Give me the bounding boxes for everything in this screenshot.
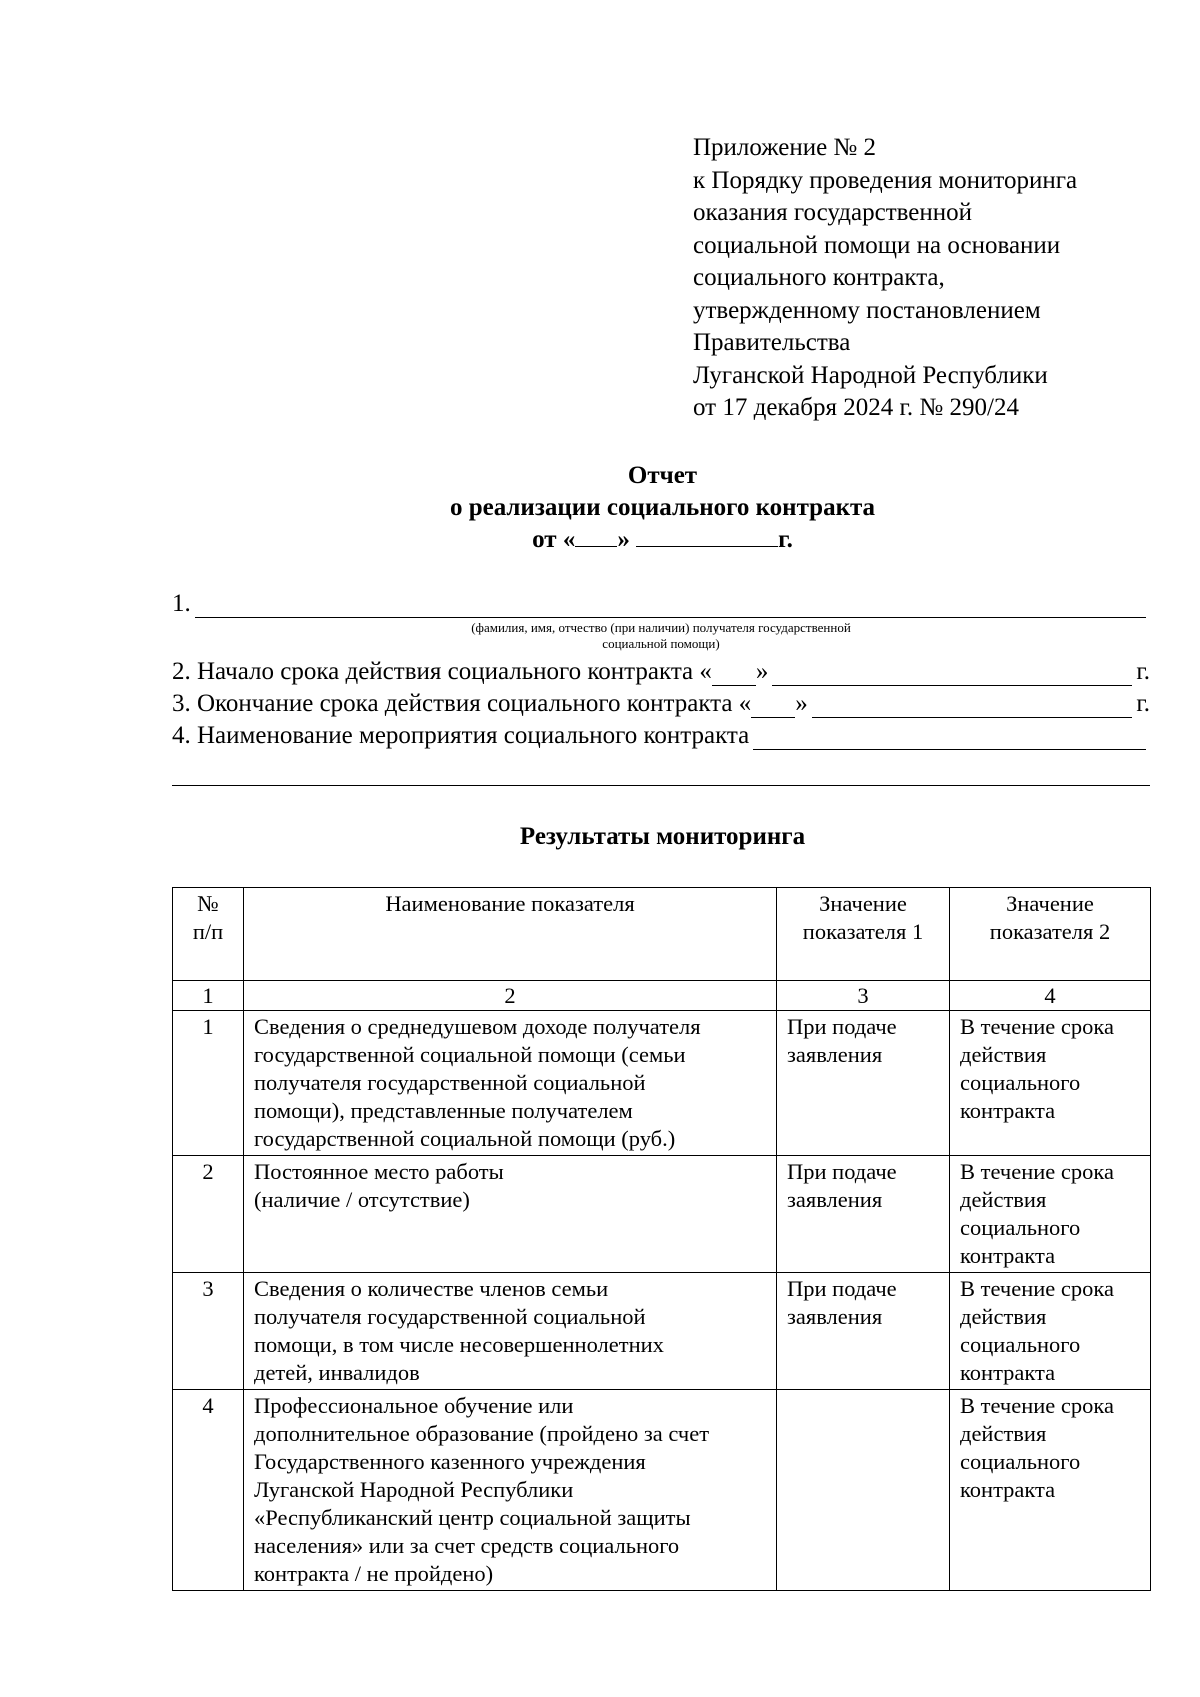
column-number-row — [173, 981, 1151, 1011]
end-day-blank[interactable] — [751, 695, 795, 718]
indicator-name: Постоянное место работы (наличие / отсутствие) — [244, 1156, 777, 1273]
indicator-value-2: В течение срока действия социального контракта — [950, 1156, 1151, 1273]
report-items — [172, 590, 1150, 750]
table-header-row — [173, 888, 1151, 981]
indicator-value-1 — [777, 1390, 950, 1591]
table-row — [173, 1011, 1151, 1156]
table-row — [173, 1273, 1151, 1390]
appendix-line: оказания государственной — [693, 199, 973, 226]
indicator-value-1: При подаче заявления — [777, 1156, 950, 1273]
activity-name-blank[interactable] — [753, 727, 1146, 750]
day-blank[interactable] — [575, 524, 617, 547]
item-3 — [172, 690, 1150, 718]
appendix-line: от 17 декабря 2024 г. № 290/24 — [693, 394, 1019, 421]
indicator-name: Профессиональное обучение или дополнительное образование (пройдено за счет Государственного казенного учреждения Луганской Народной Республики «Республиканский центр социальной защиты населения» или за счет средств социального контракта / не пройдено) — [244, 1390, 777, 1591]
indicator-value-1: При подаче заявления — [777, 1273, 950, 1390]
indicator-value-1: При подаче заявления — [777, 1011, 950, 1156]
appendix-block — [693, 132, 1077, 425]
appendix-line: Приложение № 2 — [693, 134, 877, 161]
appendix-line: Луганской Народной Республики — [693, 361, 1048, 389]
indicator-value-2: В течение срока действия социального контракта — [950, 1273, 1151, 1390]
results-table — [172, 887, 1151, 1591]
date-suffix: г. — [778, 526, 793, 553]
recipient-name-blank[interactable] — [195, 595, 1146, 618]
report-date-line — [0, 524, 1200, 556]
report-title-line2: о реализации социального контракта — [449, 494, 876, 521]
column-number: 4 — [950, 981, 1151, 1011]
column-number: 2 — [244, 981, 777, 1011]
item-2-mid: » — [755, 658, 769, 685]
report-title-line1: Отчет — [627, 462, 698, 489]
item-2-suffix: г. — [1136, 658, 1150, 685]
row-number: 2 — [173, 1156, 244, 1273]
column-number: 1 — [173, 981, 244, 1011]
header-cell: № п/п — [173, 888, 244, 981]
item-3-label: 3. Окончание срока действия социального контракта « — [172, 690, 752, 717]
item-4-label: 4. Наименование мероприятия социального контракта — [172, 722, 750, 749]
activity-continuation-line[interactable] — [172, 785, 1150, 786]
item-1-number: 1. — [172, 590, 191, 617]
start-day-blank[interactable] — [712, 663, 756, 686]
start-date-blank[interactable] — [772, 663, 1132, 686]
row-number: 1 — [173, 1011, 244, 1156]
row-number: 3 — [173, 1273, 244, 1390]
item-2 — [172, 658, 1150, 686]
item-1-caption: (фамилия, имя, отчество (при наличии) получателя государственной социальной помощи) — [471, 620, 851, 651]
appendix-line: социальной помощи на основании — [693, 231, 1061, 259]
indicator-value-2: В течение срока действия социального контракта — [950, 1011, 1151, 1156]
results-title: Результаты мониторинга — [519, 823, 806, 850]
header-cell: Значение показателя 2 — [950, 888, 1151, 981]
item-1 — [172, 590, 1150, 618]
header-cell: Значение показателя 1 — [777, 888, 950, 981]
report-title — [0, 460, 1200, 556]
header-cell: Наименование показателя — [244, 888, 777, 981]
column-number: 3 — [777, 981, 950, 1011]
end-date-blank[interactable] — [812, 695, 1133, 718]
appendix-line: Правительства — [693, 329, 851, 356]
item-3-mid: » — [795, 690, 808, 717]
item-2-label: 2. Начало срока действия социального контракта « — [172, 658, 712, 685]
month-year-blank[interactable] — [636, 524, 778, 547]
appendix-line: социального контракта, — [693, 264, 945, 291]
table-row — [173, 1156, 1151, 1273]
date-prefix: от « — [532, 526, 576, 553]
indicator-value-2: В течение срока действия социального контракта — [950, 1390, 1151, 1591]
row-number: 4 — [173, 1390, 244, 1591]
appendix-line: к Порядку проведения мониторинга — [693, 166, 1078, 194]
indicator-name: Сведения о среднедушевом доходе получателя государственной социальной помощи (семьи получателя государственной социальной помощи), представленные получателем государственной социальной помощи (руб.) — [244, 1011, 777, 1156]
appendix-line: утвержденному постановлением — [693, 296, 1041, 324]
item-4 — [172, 722, 1150, 750]
indicator-name: Сведения о количестве членов семьи получателя государственной социальной помощи, в том числе несовершеннолетних детей, инвалидов — [244, 1273, 777, 1390]
date-mid: » — [617, 526, 630, 553]
table-row — [173, 1390, 1151, 1591]
item-3-suffix: г. — [1136, 690, 1150, 717]
